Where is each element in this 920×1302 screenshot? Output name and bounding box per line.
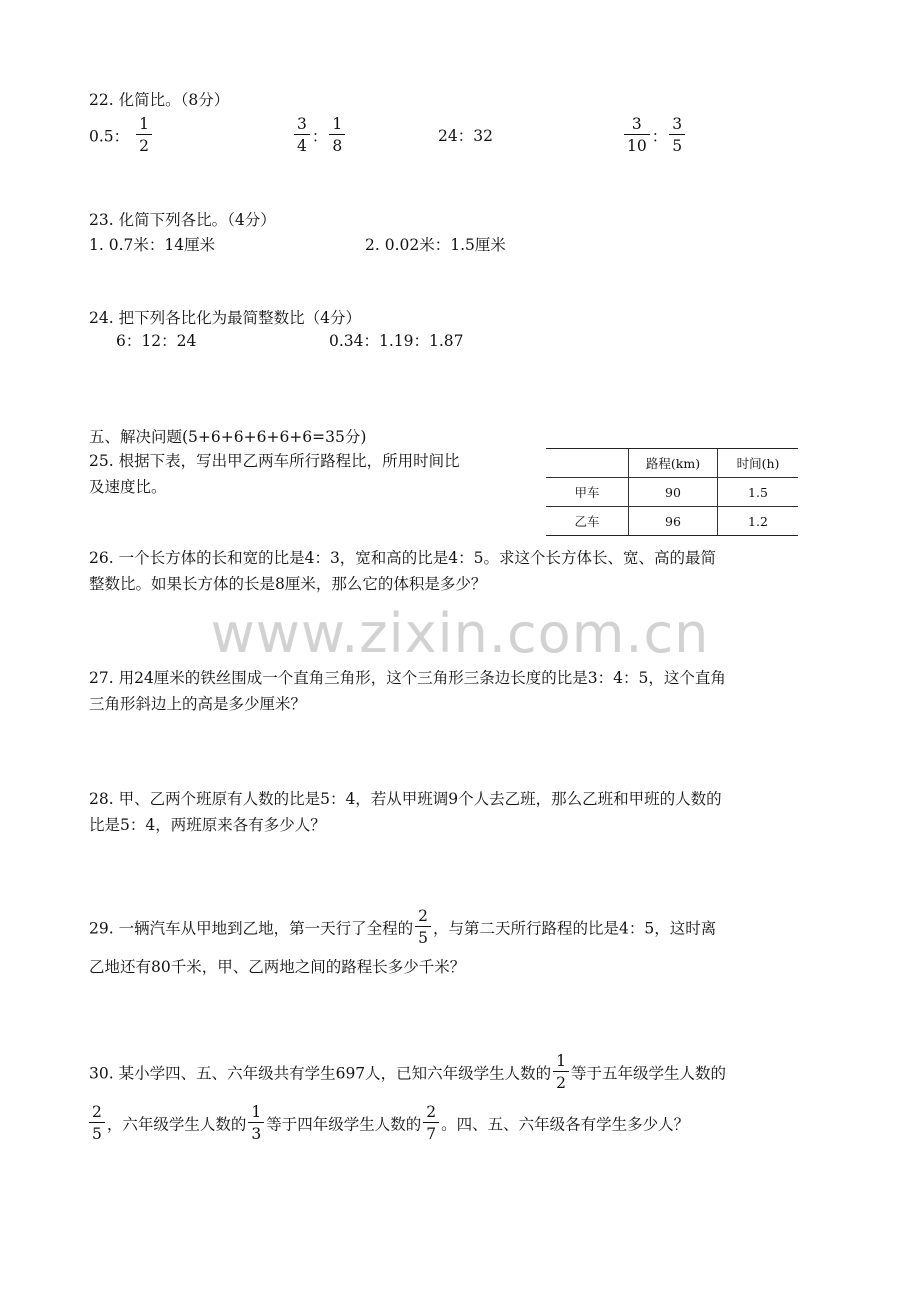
table-header-cell bbox=[546, 449, 629, 478]
q27-line-2: 三角形斜边上的高是多少厘米？ bbox=[89, 695, 307, 713]
q26-line-2: 整数比。如果长方体的长是8厘米，那么它的体积是多少？ bbox=[89, 575, 487, 593]
fraction-numerator: 3 bbox=[669, 114, 685, 135]
table-cell: 96 bbox=[629, 507, 718, 536]
fraction-denominator: 5 bbox=[92, 1125, 102, 1143]
q24-item-1: 6：12：24 bbox=[116, 332, 197, 350]
table-row bbox=[546, 507, 798, 536]
q29-line-1 bbox=[89, 906, 716, 949]
q30-mid1: ，六年级学生人数的 bbox=[106, 1115, 247, 1134]
watermark: www.zixin.com.cn bbox=[210, 602, 710, 665]
fraction-numerator: 3 bbox=[294, 114, 310, 135]
fraction bbox=[669, 114, 685, 157]
fraction-denominator: 5 bbox=[418, 929, 428, 947]
q28-line-2: 比是5：4，两班原来各有多少人？ bbox=[89, 816, 326, 834]
ratio-sep: ： bbox=[311, 127, 328, 146]
q22-expr-1 bbox=[89, 114, 154, 157]
fraction-numerator: 2 bbox=[415, 906, 431, 927]
q24-item-2: 0.34：1.19：1.87 bbox=[329, 332, 464, 350]
q30-end: 。四、五、六年级各有学生多少人？ bbox=[441, 1115, 690, 1134]
fraction-denominator: 7 bbox=[426, 1125, 437, 1143]
q23-item-2: 2. 0.02米：1.5厘米 bbox=[365, 236, 506, 254]
fraction bbox=[415, 906, 431, 949]
q25-line-1: 25. 根据下表，写出甲乙两车所行路程比，所用时间比 bbox=[89, 452, 460, 470]
fraction-denominator: 2 bbox=[139, 137, 149, 155]
q30-line-2 bbox=[89, 1102, 689, 1145]
q23-title: 23. 化简下列各比。（4分） bbox=[89, 211, 276, 229]
q23-item-1: 1. 0.7米：14厘米 bbox=[89, 236, 216, 254]
q29-post: ，与第二天所行路程的比是4：5，这时离 bbox=[432, 919, 717, 938]
q30-line-1 bbox=[89, 1051, 726, 1094]
q22-expr-2 bbox=[292, 114, 347, 157]
q22-title: 22. 化简比。（8分） bbox=[89, 91, 230, 109]
q22-e1-prefix: 0.5： bbox=[89, 127, 130, 146]
fraction-numerator: 3 bbox=[624, 114, 650, 135]
q27-line-1: 27. 用24厘米的铁丝围成一个直角三角形，这个三角形三条边长度的比是3：4：5，这个直角 bbox=[89, 669, 726, 687]
fraction bbox=[89, 1102, 105, 1145]
fraction-denominator: 5 bbox=[672, 137, 683, 155]
q30-post: 等于五年级学生人数的 bbox=[571, 1064, 727, 1083]
fraction-denominator: 3 bbox=[251, 1125, 262, 1143]
table-header-cell: 时间(h) bbox=[718, 449, 799, 478]
fraction-numerator: 1 bbox=[136, 114, 152, 135]
ratio-sep: ： bbox=[651, 127, 668, 146]
fraction bbox=[624, 114, 650, 157]
fraction-denominator: 10 bbox=[627, 137, 647, 155]
table-cell: 90 bbox=[629, 478, 718, 507]
q30-mid2: 等于四年级学生人数的 bbox=[266, 1115, 422, 1134]
fraction bbox=[423, 1102, 439, 1145]
fraction-numerator: 2 bbox=[423, 1102, 439, 1123]
q26-line-1: 26. 一个长方体的长和宽的比是4：3，宽和高的比是4：5。求这个长方体长、宽、高的最简 bbox=[89, 549, 717, 567]
table-cell: 甲车 bbox=[546, 478, 629, 507]
fraction-numerator: 1 bbox=[553, 1051, 569, 1072]
q30-pre: 30. 某小学四、五、六年级共有学生697人，已知六年级学生人数的 bbox=[89, 1064, 552, 1083]
table-cell: 1.2 bbox=[718, 507, 799, 536]
fraction-numerator: 2 bbox=[89, 1102, 105, 1123]
fraction bbox=[329, 114, 345, 157]
fraction-numerator: 1 bbox=[329, 114, 345, 135]
fraction-numerator: 1 bbox=[248, 1102, 264, 1123]
q22-expr-4 bbox=[622, 114, 687, 157]
fraction-denominator: 4 bbox=[297, 137, 307, 155]
table-cell: 乙车 bbox=[546, 507, 629, 536]
fraction-denominator: 8 bbox=[332, 137, 343, 155]
table-header-cell: 路程(km) bbox=[629, 449, 718, 478]
section-heading: 五、解决问题(5+6+6+6+6+6=35分) bbox=[89, 428, 367, 446]
q25-line-2: 及速度比。 bbox=[89, 478, 167, 496]
fraction bbox=[294, 114, 310, 157]
q29-line-2: 乙地还有80千米，甲、乙两地之间的路程长多少千米？ bbox=[89, 958, 466, 976]
table-cell: 1.5 bbox=[718, 478, 799, 507]
table-row bbox=[546, 478, 798, 507]
fraction bbox=[136, 114, 152, 157]
q22-expr-3: 24：32 bbox=[438, 127, 493, 145]
fraction bbox=[248, 1102, 264, 1145]
q29-pre: 29. 一辆汽车从甲地到乙地，第一天行了全程的 bbox=[89, 919, 414, 938]
fraction bbox=[553, 1051, 569, 1094]
q24-title: 24. 把下列各比化为最简整数比（4分） bbox=[89, 309, 361, 327]
speed-table bbox=[546, 448, 798, 536]
fraction-denominator: 2 bbox=[556, 1074, 567, 1092]
q28-line-1: 28. 甲、乙两个班原有人数的比是5：4，若从甲班调9个人去乙班，那么乙班和甲班的人数的 bbox=[89, 790, 722, 808]
table-header-row bbox=[546, 449, 798, 478]
